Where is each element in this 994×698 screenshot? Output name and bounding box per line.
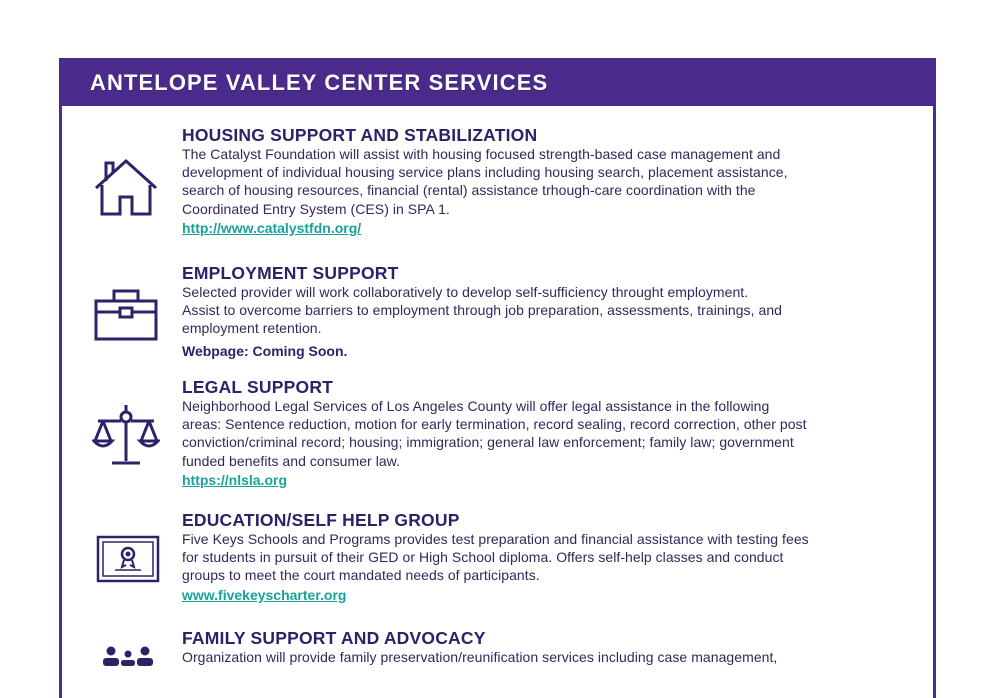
service-content [182,510,932,605]
header-banner [59,58,936,106]
diploma-icon [95,532,161,588]
briefcase-icon [92,288,160,356]
family-icon [100,646,156,666]
scales-icon [92,403,160,471]
webpage-note: Webpage: Coming Soon. [182,342,348,359]
service-title: HOUSING SUPPORT AND STABILIZATION [182,125,538,145]
service-link[interactable]: http://www.catalystfdn.org/ [182,219,362,236]
service-description: Organization will provide family preservation/reunification services including case management, [182,649,778,665]
house-icon [92,158,160,226]
service-description: The Catalyst Foundation will assist with housing focused strength-based case management and development of individual housing service plans including housing search, placement assistance, search of housing resources, financial (rental) assistance trhough-care coordination with the Coordinated Entry System (CES) in SPA 1. [182,146,788,217]
service-link[interactable]: https://nlsla.org [182,471,287,488]
service-description: Selected provider will work collaboratively to develop self-sufficiency throught employment. Assist to overcome barriers to employment through job preparation, assessments, trainings, and employment retention. [182,284,782,337]
service-content [182,377,932,490]
service-content [182,263,932,360]
service-content [182,125,932,238]
page-title: ANTELOPE VALLEY CENTER SERVICES [90,70,549,95]
service-link[interactable]: www.fivekeyscharter.org [182,586,347,603]
service-title: FAMILY SUPPORT AND ADVOCACY [182,628,486,648]
service-description: Neighborhood Legal Services of Los Angeles County will offer legal assistance in the following areas: Sentence reduction, motion for early termination, record sealing, record correction, other post conviction/criminal record; housing; immigration; general law enforcement; family law; government funded benefits and consumer law. [182,398,807,469]
service-title: LEGAL SUPPORT [182,377,334,397]
service-content [182,628,932,666]
service-description: Five Keys Schools and Programs provides test preparation and financial assistance with testing fees for students in pursuit of their GED or High School diploma. Offers self-help classes and conduct groups to meet the court mandated needs of participants. [182,531,809,584]
service-title: EMPLOYMENT SUPPORT [182,263,399,283]
service-title: EDUCATION/SELF HELP GROUP [182,510,460,530]
